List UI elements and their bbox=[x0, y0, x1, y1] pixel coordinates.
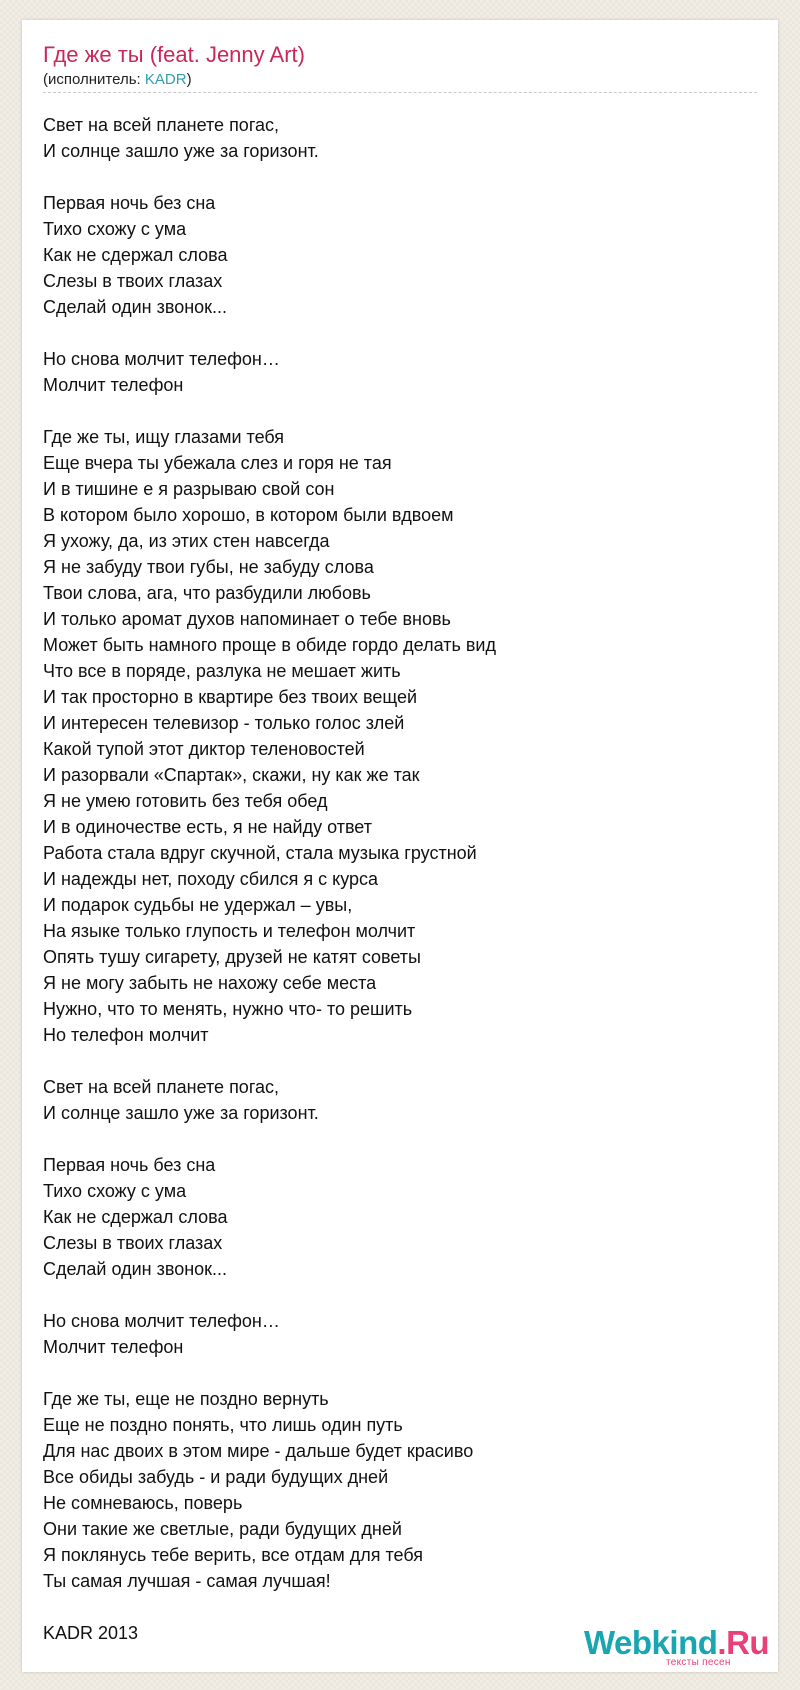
lyrics-line: Я ухожу, да, из этих стен навсегда bbox=[43, 531, 330, 551]
lyrics-line: Твои слова, ага, что разбудили любовь bbox=[43, 583, 371, 603]
lyrics-stanza bbox=[43, 190, 763, 320]
lyrics-line: И только аромат духов напоминает о тебе вновь bbox=[43, 609, 451, 629]
lyrics-stanza bbox=[43, 1386, 763, 1594]
lyrics-line: Сделай один звонок... bbox=[43, 1259, 228, 1279]
lyrics-line: Для нас двоих в этом мире - дальше будет красиво bbox=[43, 1441, 474, 1461]
logo-main-text: Webkind bbox=[584, 1624, 718, 1661]
lyrics-line: Работа стала вдруг скучной, стала музыка грустной bbox=[43, 843, 477, 863]
lyrics-line: Молчит телефон bbox=[43, 1337, 184, 1357]
lyrics-line: Я поклянусь тебе верить, все отдам для тебя bbox=[43, 1545, 424, 1565]
song-title: Где же ты (feat. Jenny Art) bbox=[43, 42, 305, 67]
logo-tagline: тексты песен bbox=[666, 1657, 731, 1668]
artist-suffix: ) bbox=[186, 71, 192, 88]
lyrics-card bbox=[22, 20, 778, 1672]
lyrics-line: Свет на всей планете погас, bbox=[43, 1077, 280, 1097]
logo-wordmark bbox=[584, 1625, 769, 1661]
lyrics-line: Может быть намного проще в обиде гордо делать вид bbox=[43, 635, 496, 655]
lyrics-stanza bbox=[43, 1308, 763, 1360]
artist-link[interactable]: KADR bbox=[144, 71, 187, 88]
lyrics-line: И так просторно в квартире без твоих вещей bbox=[43, 687, 418, 707]
lyrics-line: Я не умею готовить без тебя обед bbox=[43, 791, 328, 811]
lyrics-line: Молчит телефон bbox=[43, 375, 184, 395]
lyrics-stanza bbox=[43, 346, 763, 398]
lyrics-line: Опять тушу сигарету, друзей не катят советы bbox=[43, 947, 421, 967]
lyrics-stanza bbox=[43, 1152, 763, 1282]
lyrics-line: И разорвали «Спартак», скажи, ну как же так bbox=[43, 765, 420, 785]
lyrics-line: Свет на всей планете погас, bbox=[43, 115, 280, 135]
lyrics-line: Но снова молчит телефон… bbox=[43, 1311, 280, 1331]
lyrics-line: Первая ночь без сна bbox=[43, 193, 216, 213]
lyrics-line: Как не сдержал слова bbox=[43, 1207, 228, 1227]
lyrics-line: Первая ночь без сна bbox=[43, 1155, 216, 1175]
lyrics-line: Ты самая лучшая - самая лучшая! bbox=[43, 1571, 331, 1591]
lyrics-line: Сделай один звонок... bbox=[43, 297, 228, 317]
lyrics-line: Тихо схожу с ума bbox=[43, 219, 187, 239]
lyrics-line: Тихо схожу с ума bbox=[43, 1181, 187, 1201]
lyrics-line: В котором было хорошо, в котором были вдвоем bbox=[43, 505, 454, 525]
lyrics-line: Слезы в твоих глазах bbox=[43, 271, 223, 291]
lyrics-line: Все обиды забудь - и ради будущих дней bbox=[43, 1467, 389, 1487]
song-credit: KADR 2013 bbox=[43, 1623, 139, 1643]
lyrics-line: Еще вчера ты убежала слез и горя не тая bbox=[43, 453, 392, 473]
lyrics-stanza bbox=[43, 1074, 763, 1126]
lyrics-line: И в тишине е я разрываю свой сон bbox=[43, 479, 335, 499]
lyrics-line: Я не забуду твои губы, не забуду слова bbox=[43, 557, 374, 577]
lyrics-line: На языке только глупость и телефон молчит bbox=[43, 921, 416, 941]
artist-prefix: (исполнитель: bbox=[43, 71, 145, 88]
title-divider bbox=[43, 92, 757, 93]
logo-domain-suffix: .Ru bbox=[717, 1624, 770, 1661]
lyrics-stanza bbox=[43, 112, 763, 164]
lyrics-line: Что все в поряде, разлука не мешает жить bbox=[43, 661, 401, 681]
lyrics-line: Но телефон молчит bbox=[43, 1025, 209, 1045]
lyrics-line: И в одиночестве есть, я не найду ответ bbox=[43, 817, 372, 837]
lyrics-line: Где же ты, ищу глазами тебя bbox=[43, 427, 285, 447]
lyrics-line: Слезы в твоих глазах bbox=[43, 1233, 223, 1253]
lyrics-line: Нужно, что то менять, нужно что- то решить bbox=[43, 999, 413, 1019]
lyrics-line: Они такие же светлые, ради будущих дней bbox=[43, 1519, 402, 1539]
lyrics-line: И надежды нет, походу сбился я с курса bbox=[43, 869, 379, 889]
lyrics-stanza bbox=[43, 424, 763, 1048]
artist-line bbox=[43, 71, 192, 89]
site-logo[interactable] bbox=[584, 1625, 774, 1669]
lyrics-line: Где же ты, еще не поздно вернуть bbox=[43, 1389, 329, 1409]
lyrics-line: Я не могу забыть не нахожу себе места bbox=[43, 973, 377, 993]
lyrics-line: И подарок судьбы не удержал – увы, bbox=[43, 895, 353, 915]
lyrics-line: Не сомневаюсь, поверь bbox=[43, 1493, 243, 1513]
lyrics-line: И солнце зашло уже за горизонт. bbox=[43, 141, 319, 161]
lyrics-line: Еще не поздно понять, что лишь один путь bbox=[43, 1415, 403, 1435]
lyrics-line: Как не сдержал слова bbox=[43, 245, 228, 265]
lyrics-line: И солнце зашло уже за горизонт. bbox=[43, 1103, 319, 1123]
lyrics-line: Какой тупой этот диктор теленовостей bbox=[43, 739, 365, 759]
lyrics-line: И интересен телевизор - только голос злей bbox=[43, 713, 405, 733]
lyrics-body bbox=[43, 112, 763, 1620]
lyrics-line: Но снова молчит телефон… bbox=[43, 349, 280, 369]
